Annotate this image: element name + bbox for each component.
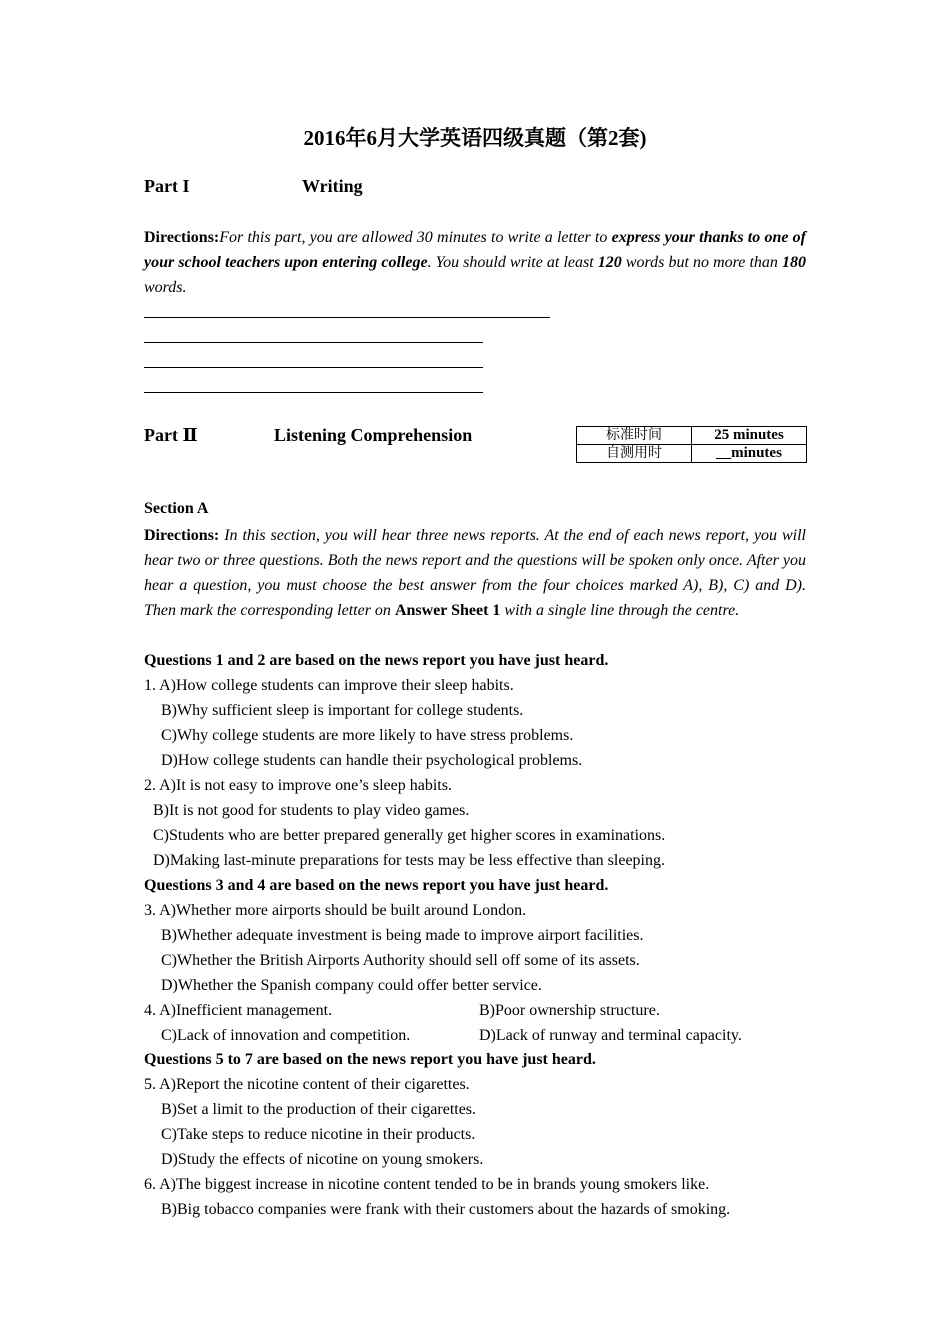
question-option: D)Making last-minute preparations for tests may be less effective than sleeping.	[153, 852, 665, 869]
question-option: B)Poor ownership structure.	[479, 1002, 660, 1019]
question-option: 6. A)The biggest increase in nicotine content tended to be in brands young smokers like.	[144, 1176, 710, 1193]
directions-text: . You should write at least	[427, 254, 598, 271]
writing-line	[144, 392, 483, 393]
question-option: D)How college students can handle their psychological problems.	[161, 752, 583, 769]
standard-time-label: 标准时间	[577, 427, 692, 445]
question-option: C)Take steps to reduce nicotine in their products.	[161, 1126, 476, 1143]
question-option: 3. A)Whether more airports should be built around London.	[144, 902, 527, 919]
question-option: B)Whether adequate investment is being made to improve airport facilities.	[161, 927, 644, 944]
directions-text: In this section, you will hear three news reports. At the end of each news report, you will hear two or three questions. Both the news report and the questions will be spoken only once. After you hear a question, you must choose the best answer from the four choices marked A), B), C) and D). Then mark the corresponding letter on	[144, 527, 806, 619]
question-option: 5. A)Report the nicotine content of their cigarettes.	[144, 1076, 470, 1093]
question-group-heading: Questions 1 and 2 are based on the news report you have just heard.	[144, 652, 609, 669]
page-title: 2016年6月大学英语四级真题（第2套)	[303, 126, 647, 150]
question-option: 1. A)How college students can improve their sleep habits.	[144, 677, 514, 694]
directions-text: with a single line through the centre.	[500, 602, 740, 619]
self-time-label: 自测用时	[577, 445, 692, 463]
question-option: 4. A)Inefficient management.	[144, 1002, 333, 1019]
question-option: C)Students who are better prepared generally get higher scores in examinations.	[153, 827, 666, 844]
question-option: D)Study the effects of nicotine on young smokers.	[161, 1151, 484, 1168]
directions-label: Directions:	[144, 229, 220, 246]
directions-emphasis: express your thanks to one of your school teachers upon entering college	[144, 229, 806, 271]
directions-label: Directions:	[144, 527, 220, 544]
question-option: B)Set a limit to the production of their cigarettes.	[161, 1101, 477, 1118]
question-option: D)Whether the Spanish company could offer better service.	[161, 977, 542, 994]
writing-line	[144, 367, 483, 368]
standard-time-value: 25 minutes	[692, 427, 807, 445]
question-option: 2. A)It is not easy to improve one’s sleep habits.	[144, 777, 452, 794]
directions-text: words but no more than	[621, 254, 783, 271]
section-a-directions	[144, 523, 806, 623]
answer-sheet-ref: Answer Sheet 1	[394, 602, 501, 619]
question-option: B)Why sufficient sleep is important for college students.	[161, 702, 524, 719]
question-option: C)Whether the British Airports Authority should sell off some of its assets.	[161, 952, 640, 969]
directions-text: words.	[144, 279, 187, 296]
question-group-heading: Questions 5 to 7 are based on the news report you have just heard.	[144, 1051, 596, 1068]
directions-text: For this part, you are allowed 30 minutes to write a letter to	[219, 229, 612, 246]
word-max: 180	[782, 254, 807, 271]
question-group-heading: Questions 3 and 4 are based on the news report you have just heard.	[144, 877, 609, 894]
part1-label: Part I	[144, 176, 190, 196]
self-time-value: __minutes	[692, 445, 807, 463]
part1-name: Writing	[302, 176, 363, 196]
word-min: 120	[597, 254, 622, 271]
part2-label: Part Ⅱ	[144, 425, 198, 445]
time-table	[576, 426, 807, 463]
question-option: C)Why college students are more likely to have stress problems.	[161, 727, 574, 744]
question-option: B)Big tobacco companies were frank with their customers about the hazards of smoking.	[161, 1201, 731, 1218]
section-a-title: Section A	[144, 500, 209, 517]
part1-directions	[144, 225, 806, 300]
question-option: C)Lack of innovation and competition.	[161, 1027, 411, 1044]
question-option: D)Lack of runway and terminal capacity.	[479, 1027, 742, 1044]
question-option: B)It is not good for students to play video games.	[153, 802, 470, 819]
writing-line	[144, 317, 550, 318]
writing-line	[144, 342, 483, 343]
part2-name: Listening Comprehension	[274, 425, 473, 445]
